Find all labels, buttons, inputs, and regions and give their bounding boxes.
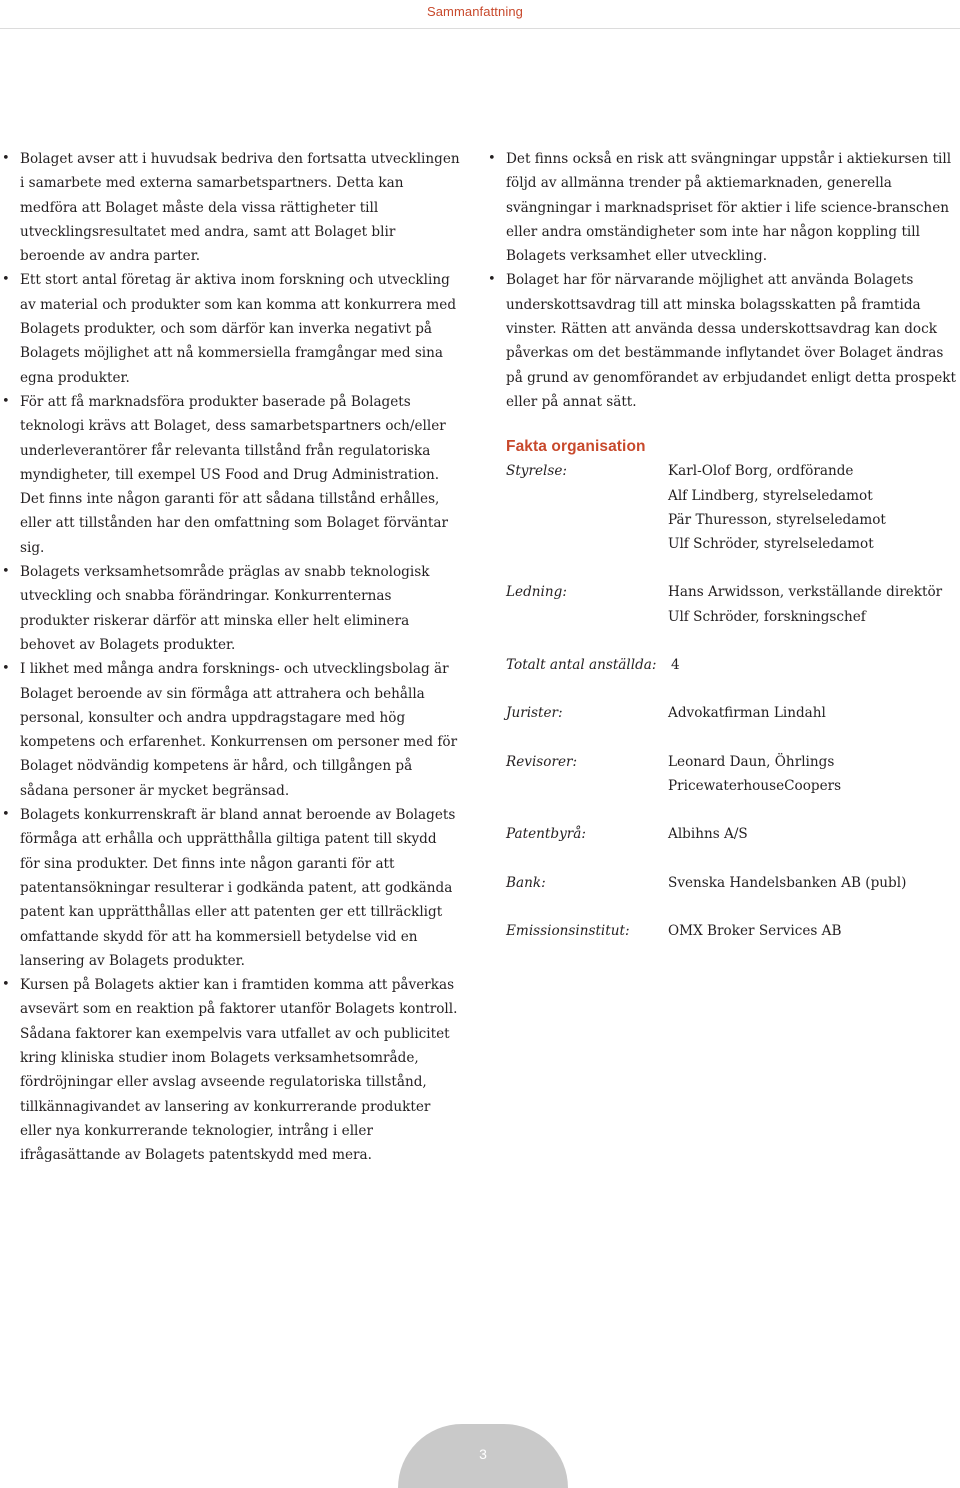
fakta-row-revisorer bbox=[506, 750, 960, 799]
list-item bbox=[2, 657, 460, 803]
bullet-text: Bolagets verksamhetsområde präglas av snabb teknologisk utveckling och snabba förändringar. Konkurrenternas produkter riskerar därför att minska eller helt eliminera behovet av Bolagets produkter. bbox=[20, 564, 430, 653]
bullet-icon: • bbox=[2, 977, 10, 993]
bullet-text: Ett stort antal företag är aktiva inom forskning och utveckling av material och produkter som kan komma att konkurrera med Bolagets produkter, och som därför kan inverka negativt på Bolagets möjlighet att nå kommersiella framgångar med sina egna produkter. bbox=[20, 272, 457, 386]
fakta-value: Alf Lindberg, styrelseledamot bbox=[668, 487, 873, 504]
bullet-icon: • bbox=[2, 272, 10, 288]
fakta-value: Ulf Schröder, forskningschef bbox=[668, 608, 866, 625]
fakta-value: Albihns A/S bbox=[668, 826, 748, 843]
bullet-text: I likhet med många andra forsknings- och utvecklingsbolag är Bolaget beroende av sin förmåga att attrahera och behålla personal, konsulter och andra uppdragstagare med hög kompetens och erfarenhet. Konkurrensen om personer med för Bolaget nödvändig kompetens är hård, och tillgången på sådana personer är mycket begränsad. bbox=[20, 661, 458, 799]
fakta-value: PricewaterhouseCoopers bbox=[668, 777, 842, 794]
fakta-values bbox=[668, 871, 960, 895]
bullet-text: För att få marknadsföra produkter baserade på Bolagets teknologi krävs att Bolaget, dess samarbetspartners och/eller underleverantörer får relevanta tillstånd från regulatoriska myndigheter, till exempel US Food and Drug Administration. Det finns inte någon garanti för att sådana tillstånd erhålles, eller att tillstånden har den omfattning som Bolaget förväntar sig. bbox=[20, 393, 448, 556]
fakta-value: Karl-Olof Borg, ordförande bbox=[668, 463, 854, 480]
left-column bbox=[2, 147, 460, 1167]
list-item bbox=[488, 268, 960, 414]
fakta-label: Styrelse: bbox=[506, 463, 567, 480]
fakta-row-bank bbox=[506, 871, 960, 895]
page-number: 3 bbox=[479, 1446, 487, 1462]
section-title: Sammanfattning bbox=[426, 4, 523, 19]
bullet-icon: • bbox=[2, 151, 10, 166]
fakta-label: Totalt antal anställda: bbox=[506, 657, 657, 674]
fakta-values bbox=[668, 750, 960, 799]
risk-bullet-list bbox=[2, 147, 460, 1167]
bullet-icon: • bbox=[2, 807, 10, 823]
bullet-icon: • bbox=[2, 393, 10, 409]
list-item bbox=[2, 973, 460, 1167]
fakta-label: Revisorer: bbox=[506, 753, 578, 770]
fakta-label: Ledning: bbox=[506, 584, 567, 601]
page-number-badge bbox=[398, 1424, 568, 1488]
fakta-row-emissionsinstitut bbox=[506, 919, 960, 943]
fakta-value: Ulf Schröder, styrelseledamot bbox=[668, 536, 874, 553]
fakta-row-styrelse bbox=[506, 459, 960, 556]
bullet-text: Det finns också en risk att svängningar uppstår i aktiekursen till följd av allmänna trender på aktiemarknaden, generella svängningar i marknadspriset för aktier i life science-branschen eller andra omständigheter som inte har någon koppling till Bolagets verksamhet eller utveckling. bbox=[506, 151, 952, 265]
fakta-values bbox=[671, 653, 960, 677]
fakta-values bbox=[668, 459, 960, 556]
fakta-row-ledning bbox=[506, 580, 960, 629]
list-item bbox=[2, 147, 460, 268]
fakta-row-patentbyra bbox=[506, 822, 960, 846]
bullet-text: Bolaget avser att i huvudsak bedriva den fortsatta utvecklingen i samarbete med externa samarbetspartners. Detta kan medföra att Bolaget måste dela vissa rättigheter till utvecklingsresultatet med andra, samt att Bolaget blir beroende av andra parter. bbox=[20, 151, 460, 265]
fakta-values bbox=[668, 919, 960, 943]
list-item bbox=[2, 268, 460, 389]
right-column bbox=[488, 147, 960, 943]
fakta-label: Bank: bbox=[506, 874, 546, 891]
fakta-value: Leonard Daun, Öhrlings bbox=[668, 753, 835, 770]
bullet-text: Kursen på Bolagets aktier kan i framtiden komma att påverkas avsevärt som en reaktion på faktorer utanför Bolagets kontroll. Sådana faktorer kan exempelvis vara utfallet av och publicitet kring kliniska studier inom Bolagets verksamhetsområde, fördröjningar eller avslag avseende regulatoriska tillstånd, tillkännagivandet av lansering av konkurrerande produkter eller nya konkurrerande teknologier, intrång i eller ifrågasättande av Bolagets patentskydd med mera. bbox=[20, 977, 458, 1164]
bullet-icon: • bbox=[2, 661, 10, 677]
bullet-text: Bolaget har för närvarande möjlighet att använda Bolagets underskottsavdrag till att minska bolagsskatten på framtida vinster. Rätten att använda dessa underskottsavdrag kan dock påverkas om det bestämmande inflytandet över Bolaget ändras på grund av genomförandet av erbjudandet enligt detta prospekt eller på annat sätt. bbox=[506, 272, 956, 410]
fakta-label: Emissionsinstitut: bbox=[506, 922, 630, 939]
fakta-value: Hans Arwidsson, verkställande direktör bbox=[668, 584, 943, 601]
header-divider bbox=[0, 28, 960, 29]
fakta-value: 4 bbox=[671, 657, 680, 674]
fakta-organisation-heading: Fakta organisation bbox=[506, 438, 646, 456]
fakta-values bbox=[668, 701, 960, 725]
fakta-row-jurister bbox=[506, 701, 960, 725]
list-item bbox=[488, 147, 960, 268]
bullet-icon: • bbox=[488, 151, 496, 166]
bullet-text: Bolagets konkurrenskraft är bland annat beroende av Bolagets förmåga att erhålla och upprätthålla giltiga patent till skydd för sina produkter. Det finns inte någon garanti för att patentansökningar resulterar i godkända patent, att godkända patent kan upprätthållas eller att patenten ger ett tillräckligt omfattande skydd för att ha kommersiell betydelse vid en lansering av Bolagets produkter. bbox=[20, 807, 456, 969]
fakta-row-anstallda bbox=[506, 653, 960, 677]
list-item bbox=[2, 803, 460, 973]
fakta-label: Jurister: bbox=[506, 705, 563, 722]
bullet-icon: • bbox=[488, 272, 496, 288]
fakta-values bbox=[668, 822, 960, 846]
fakta-value: Advokatfirman Lindahl bbox=[668, 705, 826, 722]
fakta-value: Pär Thuresson, styrelseledamot bbox=[668, 511, 886, 528]
list-item bbox=[2, 390, 460, 560]
fakta-organisation-table bbox=[506, 459, 960, 943]
fakta-value: Svenska Handelsbanken AB (publ) bbox=[668, 874, 907, 891]
fakta-label: Patentbyrå: bbox=[506, 826, 586, 843]
list-item bbox=[2, 560, 460, 657]
bullet-icon: • bbox=[2, 564, 10, 580]
fakta-values bbox=[668, 580, 960, 629]
fakta-value: OMX Broker Services AB bbox=[668, 922, 842, 939]
risk-bullet-list-continued bbox=[488, 147, 960, 414]
